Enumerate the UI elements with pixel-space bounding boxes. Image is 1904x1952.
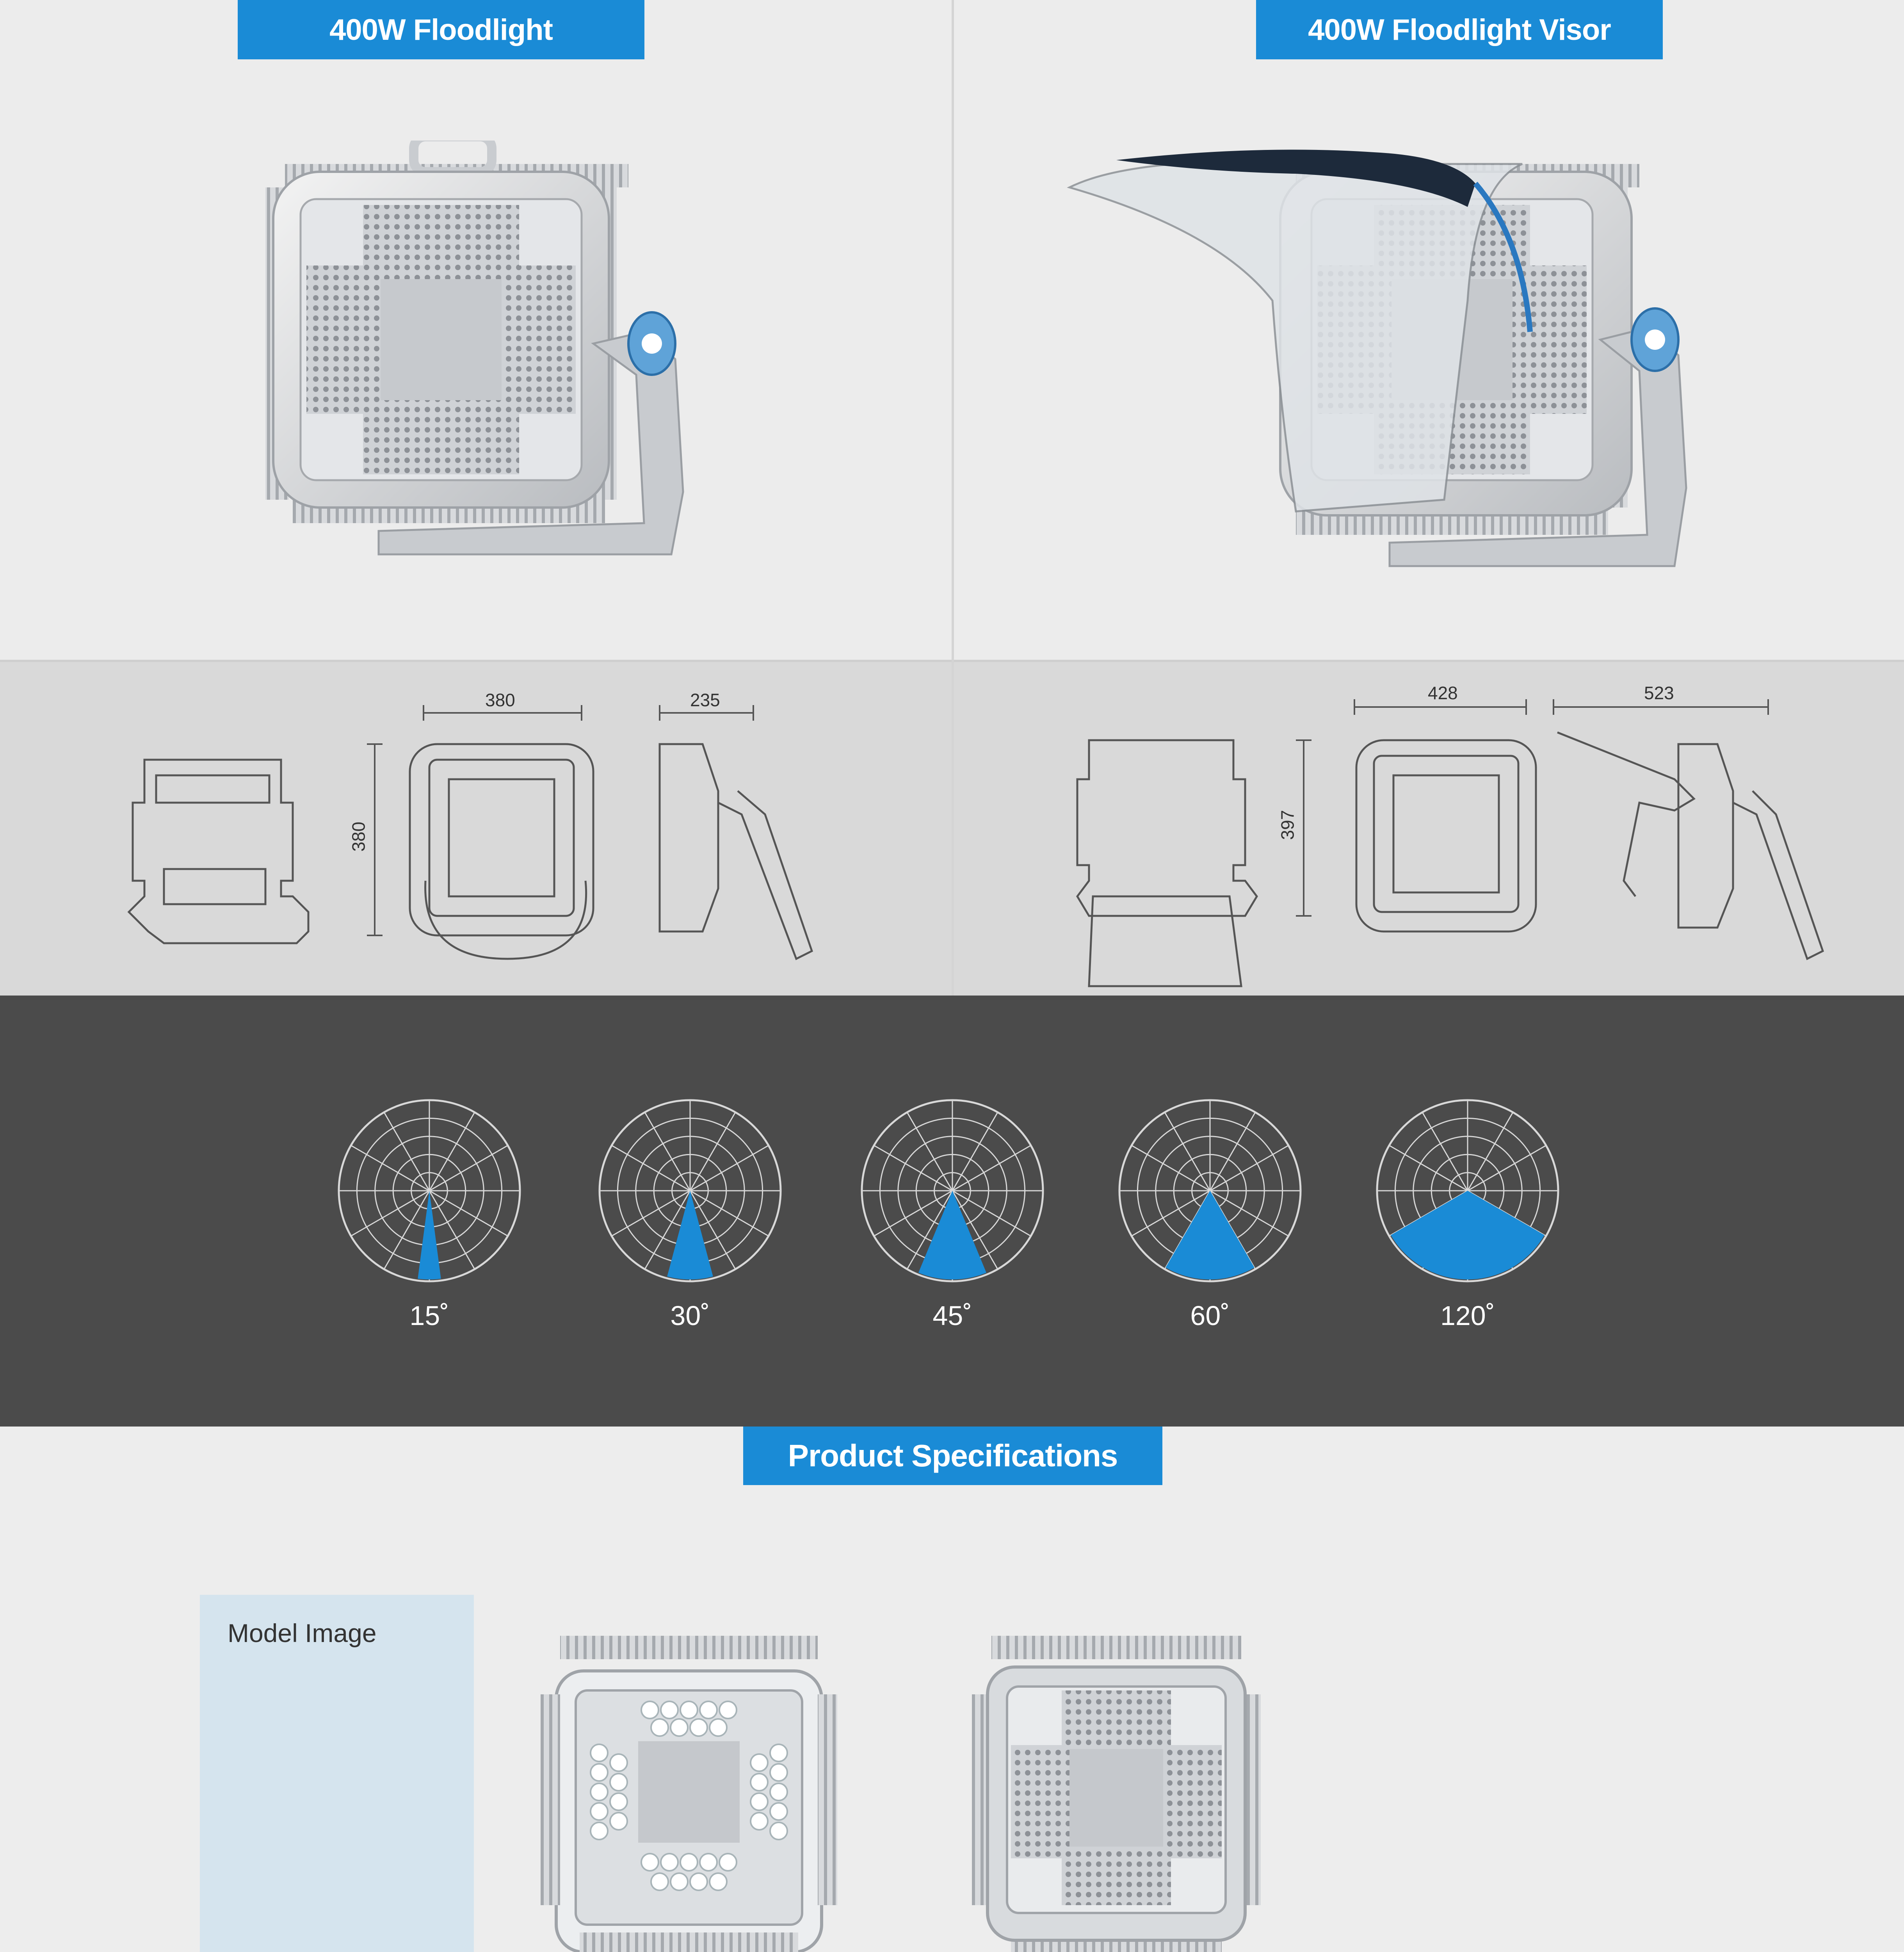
dim-left-width: 380	[485, 690, 515, 710]
beam-angle-label: 60˚	[1190, 1300, 1230, 1331]
spec-label-column	[200, 1595, 474, 1952]
beam-diagram	[859, 1097, 1046, 1331]
beam-diagram	[596, 1097, 784, 1331]
dim-right-height: 397	[1277, 810, 1298, 840]
polar-chart	[336, 1097, 523, 1284]
beam-diagram	[1116, 1097, 1304, 1331]
beam-diagram	[336, 1097, 523, 1331]
floodlight-visor-image	[1062, 137, 1749, 605]
model-image-exvista	[972, 1636, 1261, 1952]
dim-right-depth: 523	[1644, 683, 1674, 703]
polar-chart	[596, 1097, 784, 1284]
beam-angle-label: 45˚	[932, 1300, 972, 1331]
beam-angle-band	[0, 996, 1904, 1427]
polar-chart	[859, 1097, 1046, 1284]
vertical-divider	[952, 0, 954, 996]
dim-left-height: 380	[348, 821, 369, 852]
beam-lobe	[667, 1191, 713, 1279]
floodlight-visor-title: 400W Floodlight Visor	[1256, 0, 1663, 59]
polar-chart	[1116, 1097, 1304, 1284]
model-image-label: Model Image	[228, 1619, 377, 1647]
beam-lobe	[1391, 1191, 1545, 1279]
beam-angle-label: 15˚	[409, 1300, 449, 1331]
floodlight-image	[250, 141, 765, 593]
beam-diagram	[1374, 1097, 1561, 1331]
beam-angle-label: 30˚	[670, 1300, 710, 1331]
floodlight-title: 400W Floodlight	[238, 0, 644, 59]
polar-chart	[1374, 1097, 1561, 1284]
dim-left-depth: 235	[690, 690, 720, 710]
beam-angle-label: 120˚	[1440, 1300, 1495, 1331]
product-specifications-title: Product Specifications	[743, 1427, 1162, 1485]
dim-right-width: 428	[1428, 683, 1458, 703]
model-image-jwfn	[541, 1636, 837, 1952]
